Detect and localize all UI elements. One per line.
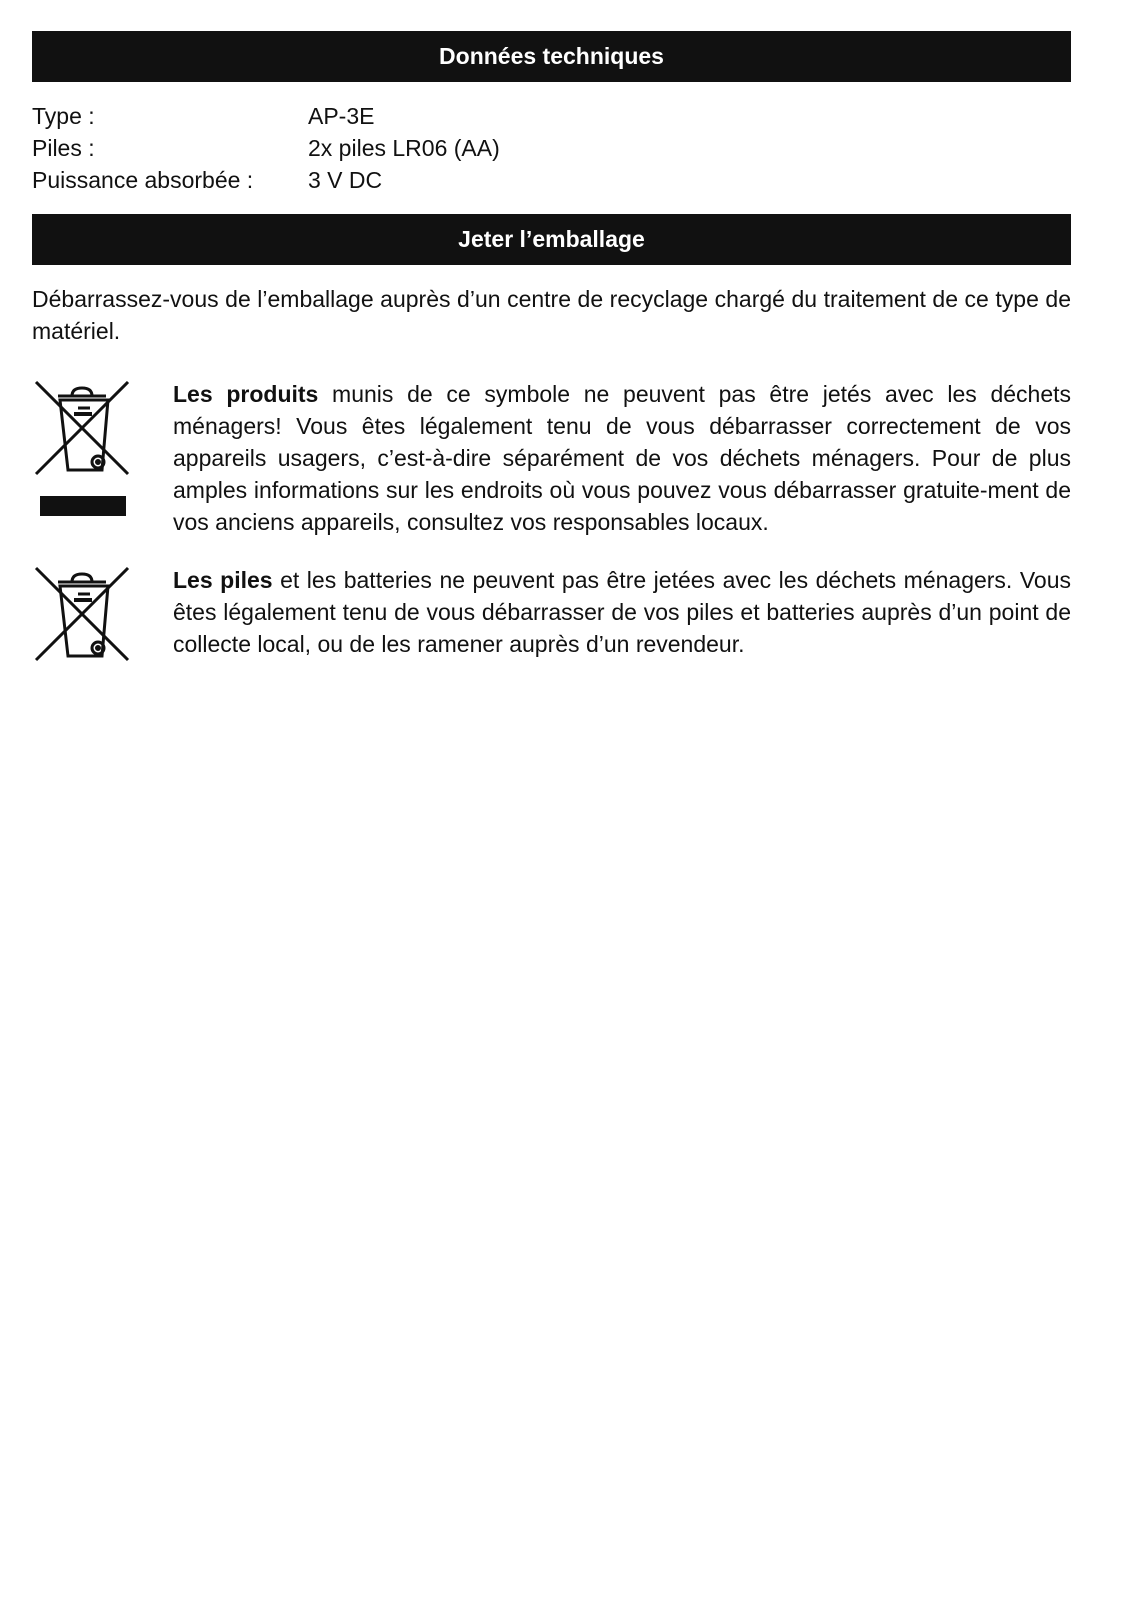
weee-notice-text — [173, 378, 1071, 538]
spec-label: Type : — [32, 103, 95, 129]
spec-row-batteries — [32, 132, 1071, 164]
spec-row-type — [32, 100, 1071, 132]
battery-crossed-bin-icon — [32, 564, 132, 664]
spec-label: Piles : — [32, 135, 95, 161]
packaging-disposal-text: Débarrassez-vous de l’emballage auprès d’un centre de recyclage chargé du traitement de ce type de matériel. — [32, 286, 1071, 344]
tech-data-title: Données techniques — [439, 43, 664, 69]
spec-row-power — [32, 164, 1071, 196]
weee-notice-body: munis de ce symbole ne peuvent pas être jetés avec les déchets ménagers! Vous êtes légalement tenu de vous débarrasser correctement de vos appareils usagers, c’est-à-dire séparément de vos déchets ménagers. Pour de plus amples informations sur les endroits où vous pouvez vous débarrasser gratuite-ment de vos anciens appareils, consultez vos responsables locaux. — [173, 381, 1072, 535]
battery-notice-text — [173, 564, 1071, 660]
disposal-title: Jeter l’emballage — [458, 226, 645, 252]
spec-label: Puissance absorbée : — [32, 167, 254, 193]
weee-icon-column — [32, 378, 173, 518]
spec-value: 3 V DC — [308, 167, 383, 193]
spec-value: AP-3E — [308, 103, 375, 129]
battery-notice — [32, 564, 1071, 664]
battery-notice-bold: Les piles — [173, 567, 273, 593]
battery-notice-body: et les batteries ne peuvent pas être jetées avec les déchets ménagers. Vous êtes légalement tenu de vous débarrasser de vos piles et batteries auprès d’un point de collecte local, ou de les ramener auprès d’un revendeur. — [173, 567, 1071, 657]
weee-crossed-bin-icon — [32, 378, 132, 518]
spec-value: 2x piles LR06 (AA) — [308, 135, 500, 161]
weee-notice — [32, 378, 1071, 538]
document-page — [32, 31, 1071, 664]
spec-table — [32, 100, 1071, 196]
battery-icon-column — [32, 564, 173, 664]
disposal-header — [32, 214, 1071, 265]
tech-data-header — [32, 31, 1071, 82]
weee-notice-bold: Les produits — [173, 381, 319, 407]
